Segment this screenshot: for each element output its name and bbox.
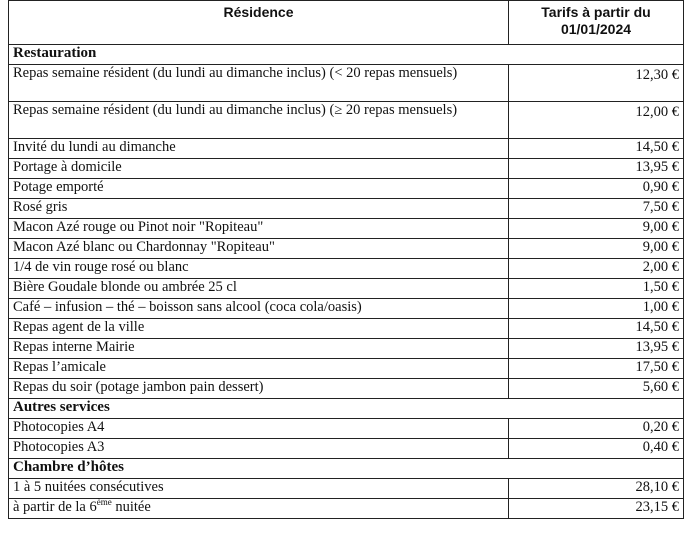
table-row — [9, 139, 684, 159]
table-row — [9, 279, 684, 299]
item-label-post: nuitée — [111, 499, 151, 515]
table-row — [9, 159, 684, 179]
item-price: 2,00 € — [509, 259, 684, 279]
table-row — [9, 65, 684, 102]
item-price: 7,50 € — [509, 199, 684, 219]
item-price: 12,30 € — [509, 65, 684, 102]
item-price: 1,50 € — [509, 279, 684, 299]
item-price: 0,40 € — [509, 439, 684, 459]
item-price: 13,95 € — [509, 159, 684, 179]
item-label: Repas du soir (potage jambon pain dessert) — [9, 379, 509, 399]
header-tarifs-line2: 01/01/2024 — [560, 21, 632, 37]
table-row — [9, 359, 684, 379]
item-label: Repas interne Mairie — [9, 339, 509, 359]
table-row — [9, 479, 684, 499]
table-row — [9, 239, 684, 259]
header-tarifs-line1: Tarifs à partir du — [541, 4, 651, 20]
item-label: Potage emporté — [9, 179, 509, 199]
item-price: 23,15 € — [509, 499, 684, 519]
item-label: Repas l’amicale — [9, 359, 509, 379]
table-row — [9, 199, 684, 219]
table-row — [9, 102, 684, 139]
table-row — [9, 439, 684, 459]
item-label: 1/4 de vin rouge rosé ou blanc — [9, 259, 509, 279]
section-row — [9, 399, 684, 419]
item-label: Rosé gris — [9, 199, 509, 219]
section-title-autres-services: Autres services — [9, 399, 684, 419]
item-price: 17,50 € — [509, 359, 684, 379]
item-price: 1,00 € — [509, 299, 684, 319]
header-residence: Résidence — [9, 1, 509, 45]
item-price: 9,00 € — [509, 239, 684, 259]
item-label: Bière Goudale blonde ou ambrée 25 cl — [9, 279, 509, 299]
item-price: 5,60 € — [509, 379, 684, 399]
tariff-table — [8, 0, 684, 519]
header-row — [9, 1, 684, 45]
item-label: Café – infusion – thé – boisson sans alcool (coca cola/oasis) — [9, 299, 509, 319]
item-label: Macon Azé blanc ou Chardonnay "Ropiteau" — [9, 239, 509, 259]
section-row — [9, 45, 684, 65]
item-price: 9,00 € — [509, 219, 684, 239]
item-price: 14,50 € — [509, 139, 684, 159]
table-row — [9, 299, 684, 319]
section-title-chambre-hotes: Chambre d’hôtes — [9, 459, 684, 479]
item-price: 0,90 € — [509, 179, 684, 199]
table-row — [9, 319, 684, 339]
table-row — [9, 419, 684, 439]
item-label: Macon Azé rouge ou Pinot noir "Ropiteau" — [9, 219, 509, 239]
item-label: Invité du lundi au dimanche — [9, 139, 509, 159]
tariff-document — [8, 0, 692, 519]
item-label — [9, 499, 509, 519]
table-row — [9, 179, 684, 199]
item-label: Repas agent de la ville — [9, 319, 509, 339]
table-row — [9, 339, 684, 359]
table-row — [9, 499, 684, 519]
table-row — [9, 219, 684, 239]
header-tarifs — [509, 1, 684, 45]
item-label: Photocopies A4 — [9, 419, 509, 439]
item-label-sup: ème — [96, 497, 112, 507]
table-row — [9, 259, 684, 279]
item-label: Photocopies A3 — [9, 439, 509, 459]
item-label-pre: à partir de la 6 — [13, 499, 97, 515]
item-label: Repas semaine résident (du lundi au dimanche inclus) (< 20 repas mensuels) — [9, 65, 509, 102]
item-label: Repas semaine résident (du lundi au dimanche inclus) (≥ 20 repas mensuels) — [9, 102, 509, 139]
item-label: 1 à 5 nuitées consécutives — [9, 479, 509, 499]
item-price: 14,50 € — [509, 319, 684, 339]
item-label: Portage à domicile — [9, 159, 509, 179]
section-row — [9, 459, 684, 479]
table-row — [9, 379, 684, 399]
section-title-restauration: Restauration — [9, 45, 684, 65]
item-price: 0,20 € — [509, 419, 684, 439]
item-price: 13,95 € — [509, 339, 684, 359]
item-price: 12,00 € — [509, 102, 684, 139]
item-price: 28,10 € — [509, 479, 684, 499]
